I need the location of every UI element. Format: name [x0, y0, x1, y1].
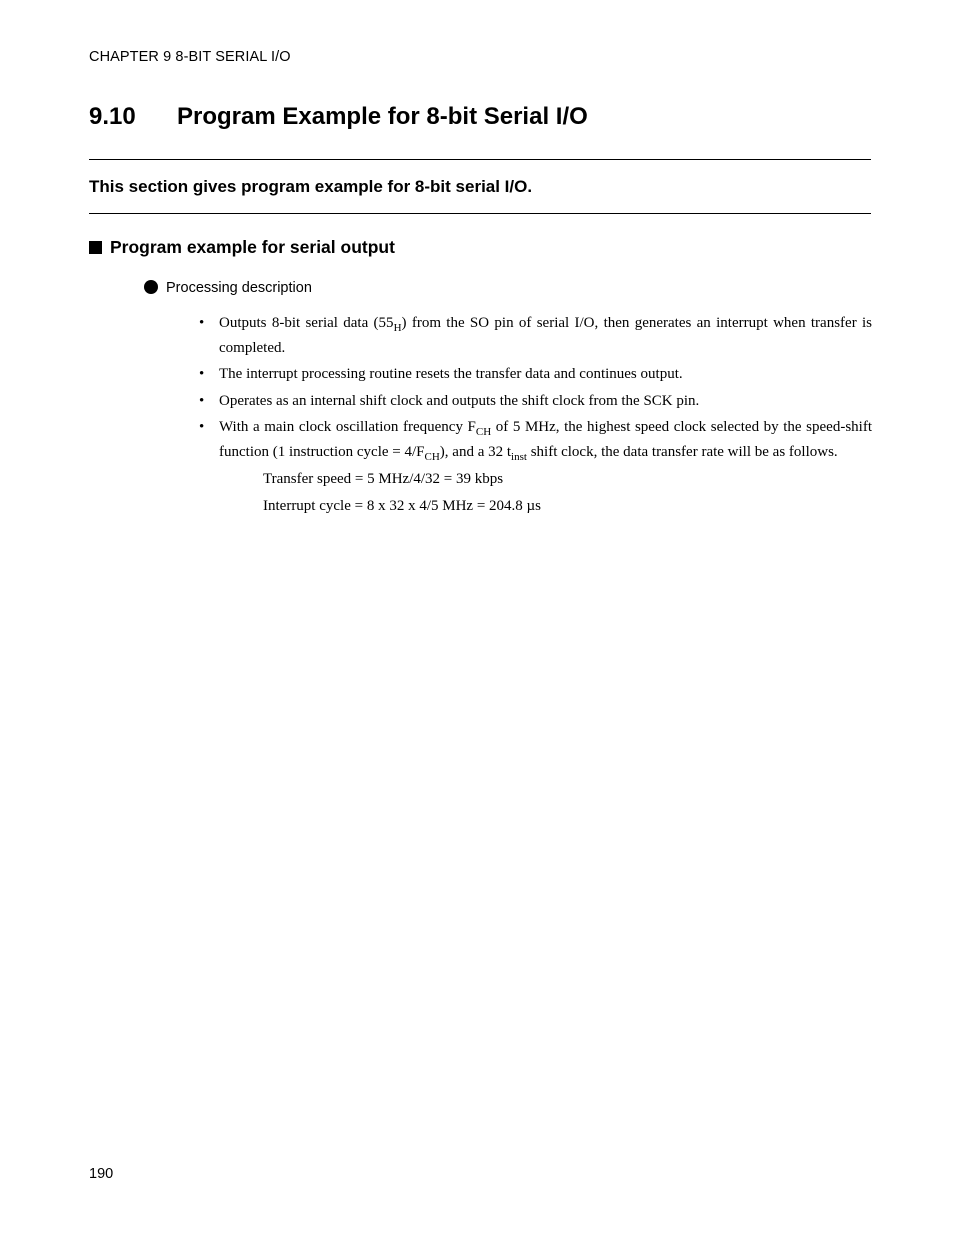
subsection-title: Program example for serial output: [110, 237, 395, 257]
running-header: CHAPTER 9 8-BIT SERIAL I/O: [89, 49, 291, 65]
bullet-text: ) from the SO pin of serial I/O, then generates an interrupt when transfer is completed.: [219, 315, 873, 356]
transfer-speed-formula: Transfer speed = 5 MHz/4/32 = 39 kbps: [263, 471, 504, 487]
subscript: H: [393, 322, 402, 334]
bullet-text: Operates as an internal shift clock and outputs the shift clock from the SCK pin.: [219, 392, 700, 409]
section-summary: This section gives program example for 8-bit serial I/O.: [89, 177, 533, 196]
bullet-list: [199, 311, 872, 520]
section-title: [89, 103, 588, 131]
section-number: 9.10: [89, 103, 136, 130]
bullet-item: [199, 362, 872, 387]
bullet-mark: •: [199, 419, 205, 435]
subscript: CH: [475, 426, 492, 438]
square-bullet-icon: [89, 241, 102, 254]
bullet-text: ), and a 32 t: [439, 443, 512, 460]
bullet-mark: •: [199, 366, 205, 382]
bullet-text: Outputs 8-bit serial data (55: [219, 315, 394, 331]
page-number: 190: [89, 1166, 114, 1182]
subscript: inst: [511, 450, 527, 463]
subscript: CH: [424, 450, 440, 463]
bullet-text: With a main clock oscillation frequency F: [219, 419, 476, 435]
bullet-mark: •: [199, 315, 205, 331]
bullet-item: [199, 389, 872, 414]
formula-block: [219, 467, 872, 518]
bullet-item: [199, 311, 872, 360]
bullet-text: shift clock, the data transfer rate will be as follows.: [526, 443, 838, 460]
subsection-heading: [89, 237, 395, 258]
bullet-text: of 5 MHz, the highest speed clock selected by the speed-shift function (1 instruction cycle = 4/F: [219, 419, 873, 460]
item-title: Processing description: [166, 280, 312, 296]
section-title-text: Program Example for 8-bit Serial I/O: [177, 103, 588, 130]
bullet-mark: •: [199, 392, 205, 409]
bullet-text: The interrupt processing routine resets the transfer data and continues output.: [219, 366, 683, 382]
circle-bullet-icon: [144, 280, 158, 294]
top-rule: [89, 159, 871, 160]
interrupt-cycle-formula: Interrupt cycle = 8 x 32 x 4/5 MHz = 204.8 µs: [263, 497, 542, 514]
bullet-item: [199, 415, 872, 518]
item-heading: [144, 280, 312, 296]
bottom-rule: [89, 213, 871, 214]
